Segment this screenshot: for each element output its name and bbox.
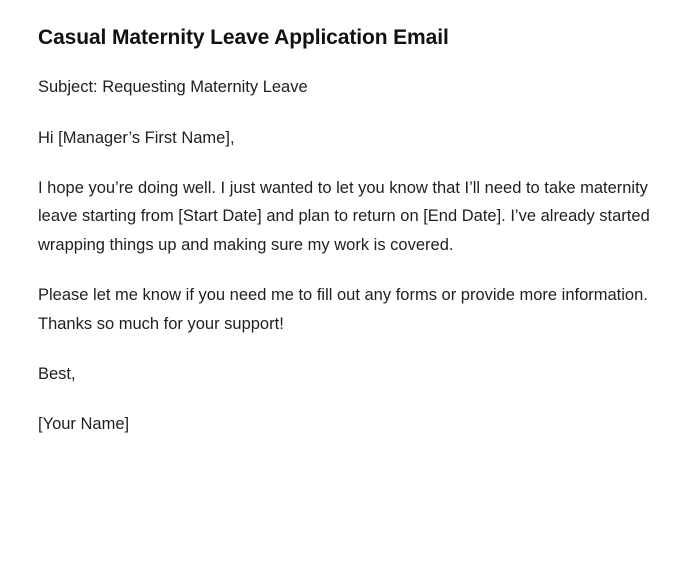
email-body-paragraph-2: Please let me know if you need me to fill out any forms or provide more information. Thanks so much for your support! bbox=[38, 286, 648, 333]
email-signoff: Best, bbox=[38, 364, 76, 383]
email-signature-name: [Your Name] bbox=[38, 415, 130, 434]
email-greeting: Hi [Manager’s First Name], bbox=[38, 128, 235, 147]
email-subject-line: Subject: Requesting Maternity Leave bbox=[38, 78, 308, 97]
page-title: Casual Maternity Leave Application Email bbox=[38, 26, 449, 49]
email-body-paragraph-1: I hope you’re doing well. I just wanted to let you know that I’ll need to take maternity leave starting from [Start Date] and plan to return on [End Date]. I’ve already started wrapping things up and making sure my work is covered. bbox=[38, 179, 650, 254]
